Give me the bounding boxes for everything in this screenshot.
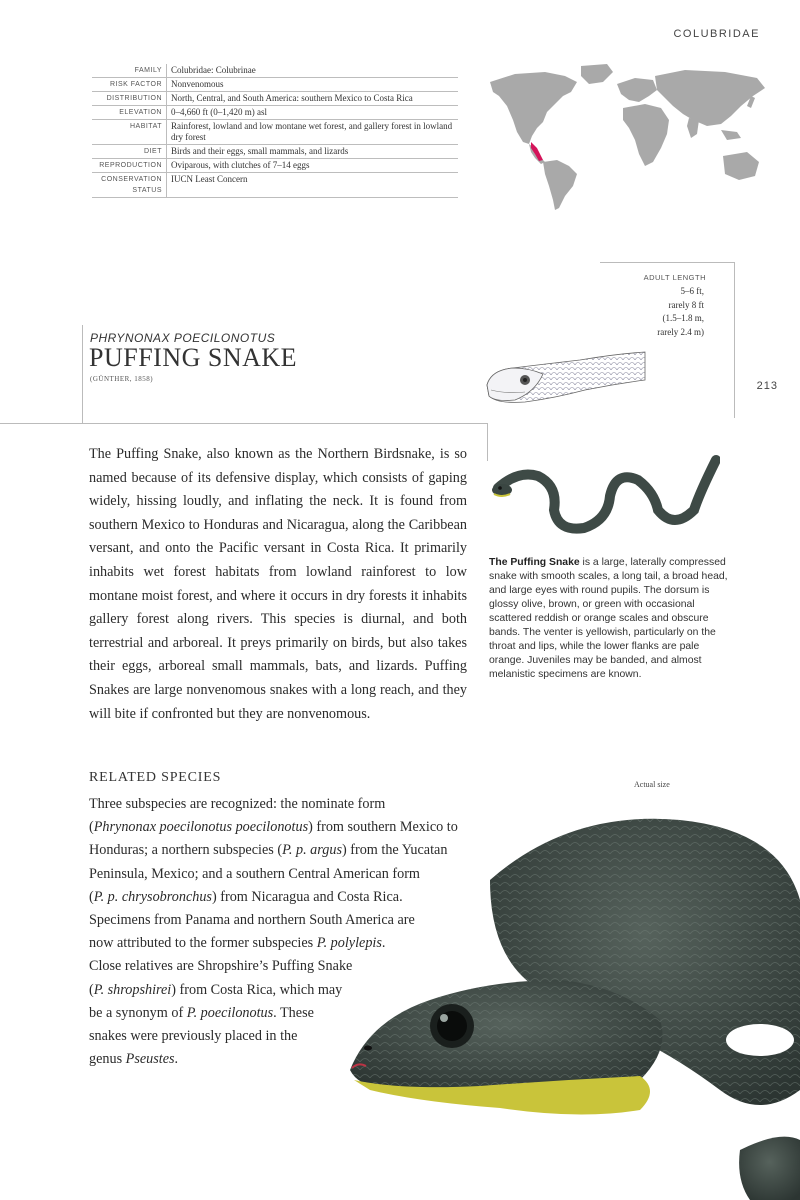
fact-value: Nonvenomous bbox=[167, 78, 459, 92]
fact-row bbox=[92, 106, 458, 120]
fact-key: ELEVATION bbox=[92, 106, 167, 120]
world-landmass bbox=[490, 64, 765, 210]
fact-row bbox=[92, 92, 458, 106]
related-line: be a synonym of P. poecilonotus. These bbox=[89, 1004, 314, 1021]
adult-length-line: rarely 2.4 m) bbox=[657, 326, 704, 337]
adult-length-values bbox=[594, 285, 704, 339]
fact-row bbox=[92, 120, 458, 145]
family-header: COLUBRIDAE bbox=[673, 28, 760, 40]
fact-key: REPRODUCTION bbox=[92, 159, 167, 173]
related-line: genus Pseustes. bbox=[89, 1051, 179, 1068]
fact-value: 0–4,660 ft (0–1,420 m) asl bbox=[167, 106, 459, 120]
page-number: 213 bbox=[756, 380, 778, 392]
adult-length-heading: ADULT LENGTH bbox=[643, 273, 706, 282]
caption-lead: The Puffing Snake bbox=[489, 557, 580, 568]
distribution-map bbox=[485, 62, 770, 212]
related-line: (P. shropshirei) from Costa Rica, which may bbox=[89, 981, 343, 998]
adult-length-line: 5–6 ft, bbox=[680, 286, 704, 296]
species-facts-table bbox=[92, 64, 458, 198]
fact-value: Birds and their eggs, small mammals, and lizards bbox=[167, 145, 459, 159]
fact-row bbox=[92, 78, 458, 92]
adult-length-line: (1.5–1.8 m, bbox=[662, 313, 704, 323]
fact-value: Oviparous, with clutches of 7–14 eggs bbox=[167, 159, 459, 173]
species-description: The Puffing Snake, also known as the Northern Birdsnake, is so named because of its defensive display, which consists of gaping widely, hissing loudly, and inflating the neck. It is found from southern Mexico to Honduras and Nicaragua, along the Caribbean versant, and onto the Pacific versant in Costa Rica. It primarily inhabits wet forest habitats from lowland rainforest to low montane moist forest, and where it occurs in dry forests it inhabits gallery forest along rivers. This species is diurnal, and both terrestrial and arboreal. It preys primarily on birds, but also takes their eggs, arboreal small mammals, bats, and lizards. Puffing Snakes are large nonvenomous snakes with a long reach, and they will bite if confronted but they are nonvenomous. bbox=[89, 446, 467, 722]
fact-key: FAMILY bbox=[92, 64, 167, 78]
fact-key: DISTRIBUTION bbox=[92, 92, 167, 106]
related-line: Specimens from Panama and northern South America are bbox=[89, 912, 415, 929]
scientific-name: PHRYNONAX POECILONOTUS bbox=[90, 331, 276, 345]
fact-row bbox=[92, 173, 458, 198]
snake-photo-actual-size bbox=[340, 790, 800, 1200]
common-name: PUFFING SNAKE bbox=[89, 343, 298, 372]
related-line: now attributed to the former subspecies P. polylepis. bbox=[89, 935, 386, 952]
related-species-heading: RELATED SPECIES bbox=[89, 770, 222, 785]
related-line: Close relatives are Shropshire’s Puffing Snake bbox=[89, 958, 353, 975]
related-line: (P. p. chrysobronchus) from Nicaragua and Costa Rica. bbox=[89, 888, 403, 905]
related-line: (Phrynonax poecilonotus poecilonotus) from southern Mexico to bbox=[89, 819, 458, 836]
species-authority: (GÜNTHER, 1858) bbox=[90, 375, 154, 383]
fact-row bbox=[92, 145, 458, 159]
fact-value: IUCN Least Concern bbox=[167, 173, 459, 198]
related-line: snakes were previously placed in the bbox=[89, 1028, 298, 1045]
related-line: Peninsula, Mexico; and a southern Central American form bbox=[89, 865, 420, 882]
fact-key: HABITAT bbox=[92, 120, 167, 145]
adult-length-line: rarely 8 ft bbox=[668, 299, 704, 310]
fact-row bbox=[92, 159, 458, 173]
caption-text: is a large, laterally compressed snake with smooth scales, a long tail, a broad head, and large eyes with round pupils. The dorsum is glossy olive, brown, or green with occasional scattered reddish or orange scales and obscure bands. The venter is yellowish, particularly on the throat and lips, while the lower flanks are pale orange. Juveniles may be banded, and almost melanistic specimens are known. bbox=[489, 557, 728, 680]
divider-line bbox=[0, 423, 487, 424]
related-line: Three subspecies are recognized: the nominate form bbox=[89, 796, 386, 812]
fact-key: RISK FACTOR bbox=[92, 78, 167, 92]
related-line: Honduras; a northern subspecies (P. p. argus) from the Yucatan bbox=[89, 842, 448, 859]
head-illustration bbox=[485, 340, 675, 415]
fact-value: North, Central, and South America: southern Mexico to Costa Rica bbox=[167, 92, 459, 106]
actual-size-label: Actual size bbox=[634, 780, 670, 789]
fact-key: CONSERVATION STATUS bbox=[92, 173, 167, 198]
fact-value: Rainforest, lowland and low montane wet forest, and gallery forest in lowland dry forest bbox=[167, 120, 459, 145]
snake-photo-small bbox=[488, 440, 720, 540]
fact-key: DIET bbox=[92, 145, 167, 159]
fact-value: Colubridae: Colubrinae bbox=[167, 64, 459, 78]
fact-row bbox=[92, 64, 458, 78]
photo-caption bbox=[489, 556, 729, 682]
